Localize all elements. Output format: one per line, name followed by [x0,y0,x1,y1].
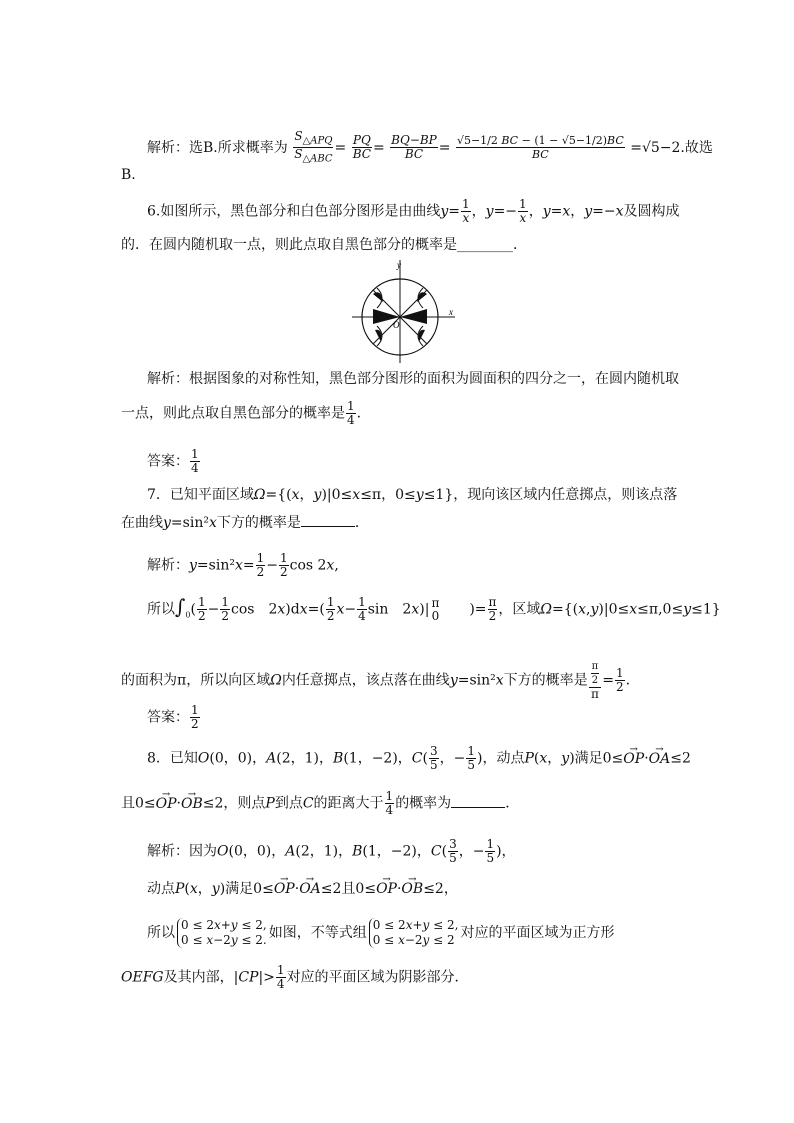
black-region [375,330,381,342]
q7-solution-line-2: 所以$\int_0$( $\frac{1}{2}$ − $\frac{1}{2}$ cos 2x)dx=( $\frac{1}{2}$ x− $\frac{1}{4}$ sin 2x)| π 0 )= $\frac{\pi}{2}$ ，区域Ω={(x,y)|0≤x≤π,0≤y≤1} [147,594,721,623]
q6-solution-line-1: 解析：根据图象的对称性知，黑色部分图形的面积为圆面积的四分之一，在圆内随机取 [147,371,679,387]
q7-stem-line-1: 7．已知平面区域Ω={(x，y)|0≤x≤π，0≤y≤1}，现向该区域内任意掷点，则该点落 [147,487,678,503]
q7-answer: 答案： $\frac{1}{2}$ [147,703,199,731]
q8-solution-line-2: 动点P(x，y)满足0≤→ OP·→ OA≤2且0≤→ OP·→ OB≤2， [147,880,458,898]
q8-stem-line-2: 且0≤→ OP·→ OB≤2，则点P到点C的距离大于 $\frac{1}{4}$ 的概率为 ． [121,790,519,817]
answer-blank [301,514,355,527]
q6-stem-line-2: 的．在圆内随机取一点，则此点取自黑色部分的概率是________． [121,237,527,253]
q6-solution-line-2: 一点，则此点取自黑色部分的概率是 $\frac{1}{4}$ . [121,399,362,427]
black-region [419,330,425,342]
q8-solution-line-3: 所以 0 ≤ 2x+y ≤ 2, 0 ≤ x−2y ≤ 2. 如图，不等式组 0 ≤ 2x+y ≤ 2, 0 ≤ x−2y ≤ 2 对应的平面区域为正方形 [147,918,615,947]
q8-solution-line-1: 解析：因为O(0，0)，A(2，1)，B(1，−2)，C( $\frac{3}{5}$ ，− $\frac{1}{5}$ )， [147,837,516,865]
q8-solution-line-4: OEFG及其内部，|CP|> $\frac{1}{4}$ 对应的平面区域为阴影部分． [121,963,469,991]
q7-solution-line-3: 的面积为π，所以向区域Ω内任意掷点，该点落在曲线y=sin²x下方的概率是 $\frac{\frac{\pi}{2}}{\pi}$ = $\frac{1}{2}$ . [121,661,631,701]
figure-label-y: y [397,260,401,270]
q5-result: =√5−2.故选 [630,139,713,156]
q7-solution-line-1: 解析：y=sin²x= $\frac{1}{2}$ − $\frac{1}{2}$ cos 2x, [147,551,339,579]
q6-answer: 答案： $\frac{1}{4}$ [147,447,199,475]
q8-stem-line-1: 8．已知O(0，0)，A(2，1)，B(1，−2)，C( $\frac{3}{5}$ ，− $\frac{1}{5}$ )，动点P(x，y)满足0≤→ OP·→ OA≤2 [147,745,691,772]
q6-figure [347,258,457,368]
figure-label-o: O [393,320,400,330]
q5-big-fraction: $\frac{√5-1/2 BC - (1 - √5-1/2)BC}{BC}$ [456,134,624,162]
q5-solution-line-1: 解析：选B.所求概率为 $\frac{S_{\triangle APQ}}{S_{\triangle ABC}}$ = $\frac{PQ}{BC}$ = $\frac{BQ-BP}{BC}$ = $\frac{√5-1/2 BC - (1 - √5-1/2)BC}{BC}$ =√5−2.故选 [147,129,713,165]
answer-blank [451,795,505,808]
q7-stem-line-2: 在曲线y=sin²x下方的概率是 ． [121,515,369,531]
q5-solution-prefix: 解析：选B.所求概率为 [147,139,288,156]
q5-solution-line-2: B. [121,167,136,183]
q6-stem-line-1: 6.如图所示，黑色部分和白色部分图形是由曲线y= $\frac{1}{x}$ ，y=− $\frac{1}{x}$ ，y=x，y=−x及圆构成 [147,197,680,225]
figure-label-x: x [449,307,453,317]
